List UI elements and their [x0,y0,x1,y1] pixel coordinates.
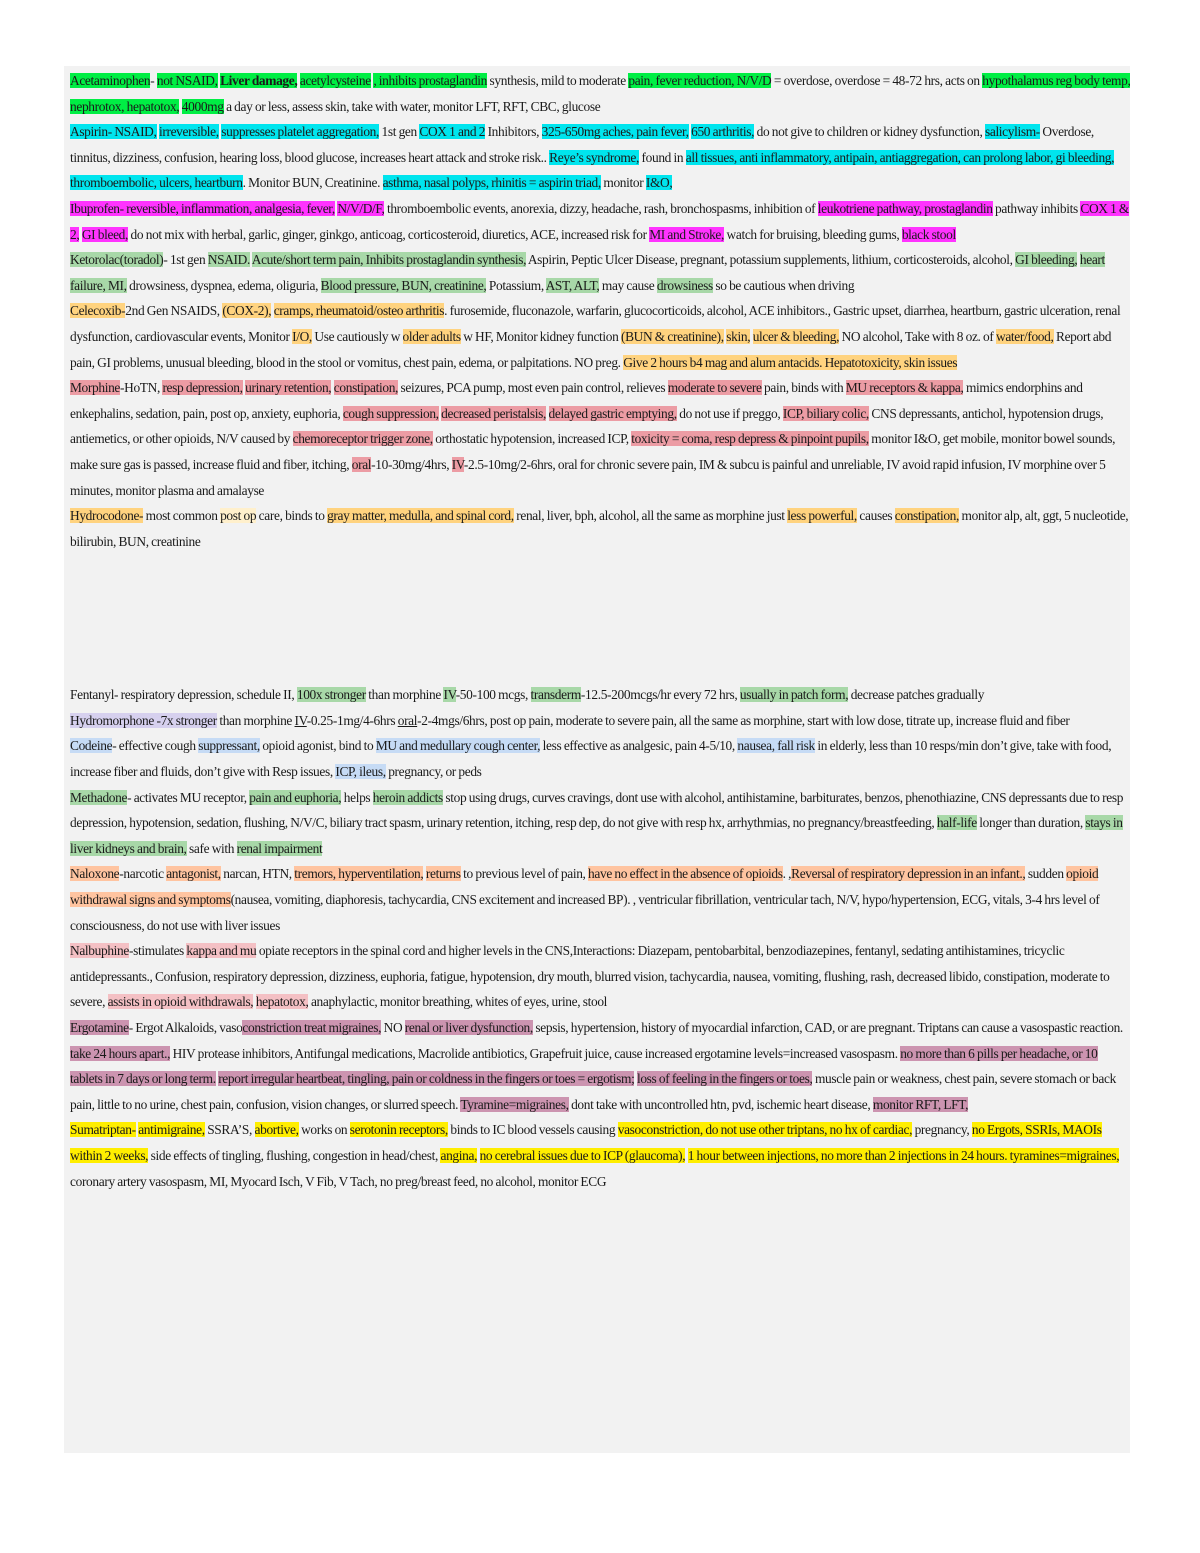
body-text: binds to IC blood vessels causing [447,1122,618,1138]
body-text: a day or less, assess skin, take with water, monitor LFT, RFT, CBC, glucose [223,98,601,114]
highlighted-text: , inhibits prostaglandin [373,73,488,88]
highlighted-text: I/O, [292,328,312,344]
body-text: helps [341,789,373,805]
entry-ergotamine [70,1015,1132,1117]
highlighted-text: assists in opioid withdrawals, [107,994,254,1010]
highlighted-text: cough suppression, [342,405,439,421]
body-text: muscle pain or weakness, chest pain, severe stomach or back pain, little to no urine, chest pain, confusion, vision changes, or slurred speech. [70,1071,1116,1112]
highlighted-text: cramps, rheumatoid/osteo arthritis [273,303,445,319]
body-text: (nausea, vomiting, diaphoresis, tachycardia, CNS excitement and increased BP). , ventricular fibrillation, ventricular tach, N/V, hypo/hypertension, ECG, vitals, 3-4 hrs level of consciousness, do not use with liver issues [70,892,1100,933]
highlighted-text: NSAID. [207,252,250,268]
body-text: Fentanyl- respiratory depression, schedule II, [70,687,297,703]
body-text: - 1st gen [163,252,208,268]
entry-hydrocodone [70,503,1132,554]
entry-ketorolac [70,247,1132,298]
highlighted-text: leukotriene pathway, prostaglandin [817,200,993,216]
highlighted-text: post op [220,508,257,524]
body-text: longer than duration, [976,815,1086,831]
body-text: orthostatic hypotension, increased ICP, [432,431,632,447]
body-text: -2.5-10mg/2-6hrs, oral for chronic severe pain, IM & subcu is painful and unreliable, IV avoid rapid infusion, IV morphine over 5 minutes, monitor plasma and amalayse [70,456,1106,498]
body-text: synthesis, mild to moderate [487,73,629,88]
highlighted-text: decreased peristalsis, [441,405,547,421]
body-text: opioid agonist, bind to [259,738,376,754]
highlighted-text: 325-650mg aches, pain fever, [541,124,689,140]
highlighted-text: hypothalamus reg body temp, nephrotox, hepatotox, [70,73,1131,114]
highlighted-text: Aspirin- NSAID, [70,124,157,140]
body-text: NO alcohol, Take with 8 oz. of [839,328,996,344]
body-text: side effects of tingling, flushing, congestion in head/chest, [148,1147,441,1163]
highlighted-text: Ketorolac(toradol) [70,252,164,268]
entry-hydromorphone [70,708,1132,734]
highlighted-text: gray matter, medulla, and spinal cord, [327,508,514,524]
highlighted-text: all tissues, anti inflammatory, antipain, antiaggregation, can prolong labor, gi bleeding, thromboembolic, ulcers, heartburn [70,149,1115,191]
highlighted-text: delayed gastric emptying, [548,405,677,421]
body-text: may cause [599,277,657,293]
body-text: decrease patches gradually [848,687,985,703]
highlighted-text: IV [451,456,464,472]
highlighted-text: Reye’s syndrome, [549,149,640,165]
highlighted-text: have no effect in the absence of opioids [588,866,783,882]
body-text: CNS depressants, antichol, hypotension drugs, antiemetics, or other opioids, N/V caused by [70,405,1104,447]
highlighted-text: Acetaminophen [70,73,151,88]
entry-sumatriptan [70,1117,1132,1194]
body-text: oral [397,712,418,728]
highlighted-text: (COX-2), [222,303,272,319]
highlighted-text: Methadone [70,789,128,805]
highlighted-text: antagonist, [166,866,221,882]
body-text: do not mix with herbal, garlic, ginger, ginkgo, anticoag, corticosteroid, diuretics, ACE, increased risk for [128,226,650,242]
body-text: coronary artery vasospasm, MI, Myocard Isch, V Fib, V Tach, no preg/breast feed, no alcohol, monitor ECG [70,1173,607,1189]
body-text: Aspirin, Peptic Ulcer Disease, pregnant, potassium supplements, lithium, corticosteroids, alcohol, [526,252,1016,268]
body-text: -10-30mg/4hrs, [371,456,452,472]
entry-acetaminophen [70,68,1132,119]
highlighted-text: abortive, [254,1122,299,1138]
highlighted-text: less powerful, [787,508,857,524]
body-text: to previous level of pain, [460,866,589,882]
body-text: mimics endorphins and enkephalins, sedation, pain, post op, anxiety, euphoria, [70,380,1083,421]
entry-codeine [70,733,1132,784]
highlighted-text: nausea, fall risk [737,738,815,754]
body-text: narcan, HTN, [220,866,295,882]
highlighted-text: MU receptors & kappa, [845,380,964,396]
highlighted-text: pain and euphoria, [249,789,342,805]
highlighted-text: GI bleeding, [1015,252,1078,268]
body-text: 1st gen [379,124,420,140]
highlighted-text: (BUN & creatinine), [620,328,724,344]
body-text: opiate receptors in the spinal cord and higher levels in the CNS,Interactions: Diazepam, pentobarbital, benzodiazepines, fentanyl, sedating antihistamines, tricyclic antidepressants., Confusion, respiratory depression, dizziness, euphoria, fatigue, hypotension, dry mouth, blurred vision, tachycardia, nausea, vomiting, flushing, rash, decreased libido, constipation, moderate to severe, [70,943,1110,1010]
highlighted-text: returns [425,866,461,882]
body-text: pain, binds with [761,380,846,396]
body-text: . furosemide, fluconazole, warfarin, glucocorticoids, alcohol, ACE inhibitors., Gastric upset, diarrhea, heartburn, gastric ulceration, renal dysfunction, cardiovascular events, Monitor [70,303,1121,344]
highlighted-text: heart failure, MI, [70,252,1105,293]
highlighted-text: not NSAID, [156,73,218,88]
body-text: -50-100 mcgs, [455,687,531,703]
body-text: - [150,73,157,88]
body-text: care, binds to [256,508,328,524]
body-text: HIV protease inhibitors, Antifungal medications, Macrolide antibiotics, Grapefruit juice, cause increased ergotamine levels=increased vasospasm. [170,1045,901,1061]
highlighted-text: COX 1 & 2, [70,200,1129,242]
highlighted-text: serotonin receptors, [349,1122,448,1138]
highlighted-text: MI and Stroke, [649,226,725,242]
body-text: less effective as analgesic, pain 4-5/10, [540,738,738,754]
highlighted-text: transderm [530,687,581,703]
highlighted-text: acetylcysteine [299,73,371,88]
highlighted-text: resp depression, [162,380,243,396]
body-text: -narcotic [119,866,167,882]
body-text: = overdose, overdose = 48-72 hrs, acts on [771,73,983,88]
highlighted-text: opioid withdrawal signs and symptoms [70,866,1099,908]
highlighted-text: heroin addicts [372,789,443,805]
body-text: Inhibitors, [485,124,542,140]
body-text: pregnancy, [912,1122,972,1138]
body-text: pregnancy, or peds [385,764,482,780]
highlighted-text: COX 1 and 2 [419,124,486,140]
highlighted-text: half-life [936,815,977,831]
body-text: monitor alp, alt, ggt, 5 nucleotide, bilirubin, BUN, creatinine [70,508,1129,549]
entry-ibuprofen [70,196,1132,247]
body-text: . , [782,866,792,882]
body-text: Overdose, tinnitus, dizziness, confusion, hearing loss, blood glucose, increases heart attack and stroke risk.. [70,124,1094,165]
highlighted-text: hepatotox, [255,994,309,1010]
highlighted-text: Sumatriptan- [70,1122,136,1138]
body-text: sepsis, hypertension, history of myocardial infarction, CAD, or are pregnant. Triptans can cause a vasospastic reaction. [532,1020,1123,1035]
highlighted-text: Naloxone [70,866,120,882]
highlighted-text: Hydromorphone -7x stronger [70,712,217,728]
highlighted-text: irreversible, [159,124,219,140]
highlighted-text: tremors, hyperventilation, [294,866,424,882]
highlighted-text: suppresses platelet aggregation, [221,124,380,140]
body-text: w HF, Monitor kidney function [460,328,621,344]
body-text: drowsiness, dyspnea, edema, oliguria, [126,277,321,293]
highlighted-text: usually in patch form, [739,687,849,703]
body-text: works on [298,1122,350,1138]
blank-gap [70,554,1132,682]
body-text: monitor [600,175,646,191]
highlighted-text: I&O, [645,175,673,191]
highlighted-text: asthma, nasal polyps, rhinitis = aspirin triad, [382,175,601,191]
document-content [70,68,1132,1194]
body-text: -12.5-200mcgs/hr every 72 hrs, [580,687,740,703]
body-text: watch for bruising, bleeding gums, [724,226,902,242]
highlighted-text: kappa and mu [186,943,257,959]
body-text: SSRA’S, [204,1122,255,1138]
body-text: Report abd pain, GI problems, unusual bleeding, blood in the stool or vomitus, chest pain, edema, or palpitations. NO preg. [70,328,1112,370]
entry-celecoxib [70,298,1132,375]
highlighted-text: Morphine [70,380,121,396]
body-text: do not give to children or kidney dysfunction, [754,124,985,140]
highlighted-text: AST, ALT, [545,277,600,293]
body-text: -stimulates [128,943,187,959]
highlighted-text: renal impairment [236,840,323,856]
body-text: 2nd Gen NSAIDS, [125,303,223,319]
body-text: thromboembolic events, anorexia, dizzy, headache, rash, bronchospasms, inhibition of [384,200,818,216]
body-text: renal, liver, bph, alcohol, all the same as morphine just [513,508,788,524]
body-text: than morphine [216,712,295,728]
entry-naloxone [70,861,1132,938]
body-text: seizures, PCA pump, most even pain control, relieves [398,380,668,396]
highlighted-text: older adults [402,328,461,344]
body-text: - activates MU receptor, [127,789,250,805]
body-text: sudden [1025,866,1067,882]
body-text: most common [143,508,221,524]
highlighted-text: toxicity = coma, resp depress & pinpoint pupils, [631,431,869,447]
highlighted-text: moderate to severe [667,380,762,396]
highlighted-text: monitor RFT, LFT, [872,1096,969,1112]
body-text: dont take with uncontrolled htn, pvd, ischemic heart disease, [568,1096,873,1112]
highlighted-text: IV [443,687,456,703]
highlighted-text: ICP, ileus, [335,764,386,780]
highlighted-text: Acute/short term pain, Inhibits prostaglandin synthesis, [251,252,527,268]
body-text: -0.25-1mg/4-6hrs [306,712,398,728]
highlighted-text: Tyramine=migraines, [460,1096,569,1112]
body-text: anaphylactic, monitor breathing, whites of eyes, urine, stool [308,994,608,1010]
body-text: NO [381,1020,405,1035]
body-text: found in [639,149,686,165]
highlighted-text: 650 arthritis, [691,124,755,140]
body-text: safe with [186,840,237,856]
highlighted-text: pain, fever reduction, N/V/D [628,73,772,88]
body-text: Use cautiously w [311,328,403,344]
highlighted-text: Reversal of respiratory depression in an infant., [791,866,1026,882]
body-text: causes [856,508,895,524]
body-text: Potassium, [486,277,546,293]
body-text: - effective cough [112,738,199,754]
highlighted-text: black stool [901,226,956,242]
highlighted-text: Hydrocodone- [70,508,144,524]
highlighted-text: constipation, [333,380,399,396]
highlighted-text: stays in liver kidneys and brain, [70,815,1123,856]
highlighted-text: report irregular heartbeat, tingling, pain or coldness in the fingers or toes = ergotism; [218,1071,635,1087]
body-text: do not use if preggo, [676,405,783,421]
body-text: stop using drugs, curves cravings, dont use with alcohol, antihistamine, barbiturates, benzos, phenothiazine, CNS depressants due to resp depression, hypotension, sedation, flushing, N/V/C, biliary tract spasm, urinary retention, itching, resp dep, do not give with resp hx, arrhythmias, no pregnancy/breastfeeding, [70,789,1124,831]
entry-fentanyl [70,682,1132,708]
highlighted-text: constriction treat migraines, [242,1020,382,1035]
highlighted-text: 100x stronger [296,687,366,703]
highlighted-text: Blood pressure, BUN, creatinine, [320,277,487,293]
highlighted-text: Ergotamine [70,1020,129,1035]
body-text: pathway inhibits [992,200,1081,216]
entry-aspirin [70,119,1132,196]
entry-morphine [70,375,1132,503]
highlighted-text: Celecoxib- [70,303,126,319]
highlighted-text: 1 hour between injections, no more than 2 injections in 24 hours. tyramines=migraines, [687,1147,1120,1163]
highlighted-text: constipation, [894,508,960,524]
highlighted-text: urinary retention, [245,380,332,396]
highlighted-text: suppressant, [198,738,260,754]
highlighted-text: chemoreceptor trigger zone, [292,431,433,447]
document-page [64,66,1130,1453]
highlighted-text: ulcer & bleeding, [752,328,840,344]
highlighted-text: MU and medullary cough center, [375,738,541,754]
highlighted-text: Liver damage, [220,73,298,88]
highlighted-text: take 24 hours apart., [70,1045,171,1061]
highlighted-text: no more than 6 pills per headache, or 10 tablets in 7 days or long term. [70,1045,1098,1087]
highlighted-text: ICP, biliary colic, [782,405,869,421]
highlighted-text: Give 2 hours b4 mag and alum antacids. Hepatotoxicity, skin issues [623,354,958,370]
body-text: so be cautious when driving [712,277,855,293]
body-text: than morphine [365,687,444,703]
highlighted-text: water/food, [996,328,1054,344]
highlighted-text: renal or liver dysfunction, [404,1020,533,1035]
highlighted-text: vasoconstriction, do not use other triptans, no hx of cardiac, [617,1122,913,1138]
highlighted-text: oral [351,456,372,472]
body-text: in elderly, less than 10 resps/min don’t give, take with food, increase fiber and fluids, don’t give with Resp issues, [70,738,1112,780]
highlighted-text: drowsiness [656,277,713,293]
highlighted-text: salicylism- [984,124,1040,140]
body-text: - Ergot Alkaloids, vaso [128,1020,243,1035]
highlighted-text: N/V/D/F, [337,200,385,216]
highlighted-text: Ibuprofen- reversible, inflammation, analgesia, fever, [70,200,335,216]
body-text: . Monitor BUN, Creatinine. [242,175,383,191]
body-text: monitor I&O, get mobile, monitor bowel sounds, make sure gas is passed, increase fluid and fiber, itching, [70,431,1116,472]
body-text: IV [294,712,307,728]
entry-nalbuphine [70,938,1132,1015]
highlighted-text: Codeine [70,738,113,754]
highlighted-text: 4000mg [181,98,224,114]
body-text: -HoTN, [120,380,163,396]
highlighted-text: angina, [440,1147,478,1163]
entry-methadone [70,785,1132,862]
highlighted-text: no Ergots, SSRIs, MAOIs within 2 weeks, [70,1122,1102,1163]
highlighted-text: Nalbuphine [70,943,129,959]
highlighted-text: no cerebral issues due to ICP (glaucoma), [479,1147,686,1163]
highlighted-text: skin, [726,328,751,344]
highlighted-text: GI bleed, [81,226,129,242]
body-text: -2-4mgs/6hrs, post op pain, moderate to severe pain, all the same as morphine, start with low dose, titrate up, increase fluid and fiber [417,712,1070,728]
highlighted-text: antimigraine, [138,1122,205,1138]
highlighted-text: loss of feeling in the fingers or toes, [636,1071,813,1087]
